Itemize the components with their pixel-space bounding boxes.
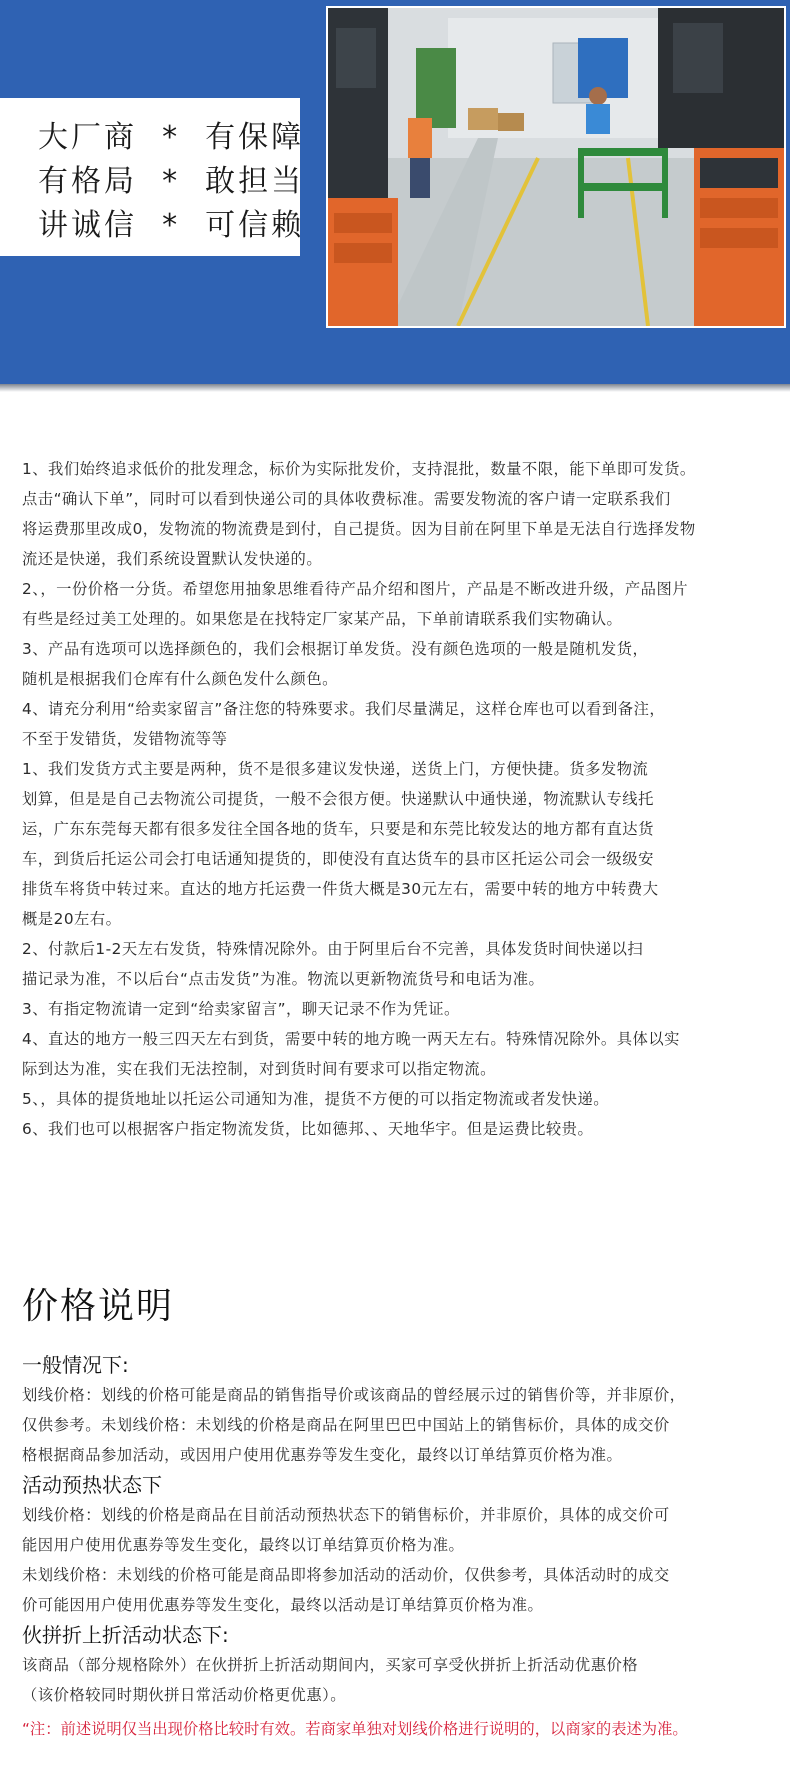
text-line: 1、我们发货方式主要是两种，货不是很多建议发快递，送货上门，方便快捷。货多发物流 [22,760,649,778]
slogan-line-2: 有格局 * 敢担当 [38,164,305,199]
factory-workshop-photo [326,6,786,328]
slogan-line-3: 讲诚信 * 可信赖 [38,208,305,243]
text-line: 价可能因用户使用优惠券等发生变化，最终以活动是订单结算页价格为准。 [22,1596,544,1614]
text-line: 5、，具体的提货地址以托运公司通知为准，提货不方便的可以指定物流或者发快递。 [22,1090,610,1108]
policy-text-block [22,454,782,1144]
price-section-title: 价格说明 [22,1286,175,1327]
price-group-discount-paragraph [22,1650,782,1710]
factory-photo-illustration [328,8,784,326]
text-line: 2、付款后1-2天左右发货，特殊情况除外。由于阿里后台不完善，具体发货时间快递以扫 [22,940,644,958]
text-line: 仅供参考。未划线价格：未划线的价格是商品在阿里巴巴中国站上的销售标价，具体的成交价 [22,1416,670,1434]
price-heading-general: 一般情况下: [22,1353,129,1377]
text-line: 未划线价格：未划线的价格可能是商品即将参加活动的活动价，仅供参考，具体活动时的成交 [22,1566,670,1584]
text-line: 6、我们也可以根据客户指定物流发货，比如德邦、、天地华宇。但是运费比较贵。 [22,1120,594,1138]
text-line: 车，到货后托运公司会打电话通知提货的，即使没有直达货车的县市区托运公司会一级级安 [22,850,654,868]
text-line: 3、产品有选项可以选择颜色的，我们会根据订单发货。没有颜色选项的一般是随机发货， [22,640,649,658]
banner-divider [0,384,790,392]
text-line: 排货车将货中转过来。直达的地方托运费一件货大概是30元左右，需要中转的地方中转费大 [22,880,659,898]
text-line: 3、有指定物流请一定到“给卖家留言”，聊天记录不作为凭证。 [22,1000,460,1018]
text-line: 际到达为准，实在我们无法控制，对到货时间有要求可以指定物流。 [22,1060,496,1078]
text-line: 4、直达的地方一般三四天左右到货，需要中转的地方晚一两天左右。特殊情况除外。具体以实 [22,1030,680,1048]
text-line: 划线价格：划线的价格可能是商品的销售指导价或该商品的曾经展示过的销售价等，并非原价， [22,1386,686,1404]
worker-shape [586,104,610,134]
text-line: 随机是根据我们仓库有什么颜色发什么颜色。 [22,670,338,688]
text-line: （该价格较同时期伙拼日常活动价格更优惠）。 [22,1686,347,1704]
text-line: 划线价格：划线的价格是商品在目前活动预热状态下的销售标价，并非原价，具体的成交价可 [22,1506,670,1524]
text-line: 1、我们始终追求低价的批发理念，标价为实际批发价，支持混批，数量不限，能下单即可发货。 [22,460,696,478]
text-line: 不至于发错货，发错物流等等 [22,730,228,748]
text-line: 将运费那里改成0，发物流的物流费是到付，自己提货。因为目前在阿里下单是无法自行选择发物 [22,520,696,538]
top-banner [0,0,790,392]
text-line: 能因用户使用优惠券等发生变化，最终以订单结算页价格为准。 [22,1536,465,1554]
price-section-body [22,1350,782,1744]
price-disclaimer-note: “注：前述说明仅当出现价格比较时有效。若商家单独对划线价格进行说明的，以商家的表述为准。 [22,1720,688,1738]
worker-shape [408,118,432,158]
text-line: 概是20左右。 [22,910,122,928]
shelf-shape [416,48,456,128]
text-line: 有些是经过美工处理的。如果您是在找特定厂家某产品，下单前请联系我们实物确认。 [22,610,623,628]
text-line: 流还是快递，我们系统设置默认发快递的。 [22,550,323,568]
text-line: 4、请充分利用“给卖家留言”备注您的特殊要求。我们尽量满足，这样仓库也可以看到备注， [22,700,666,718]
cart-shape [578,148,668,156]
price-preheat-paragraph [22,1500,782,1620]
text-line: 2、，一份价格一分货。希望您用抽象思维看待产品介绍和图片，产品是不断改进升级，产品图片 [22,580,689,598]
text-line: 运，广东东莞每天都有很多发往全国各地的货车，只要是和东莞比较发达的地方都有直达货 [22,820,654,838]
text-line: 点击“确认下单”，同时可以看到快递公司的具体收费标准。需要发物流的客户请一定联系我们 [22,490,671,508]
text-line: 划算，但是是自己去物流公司提货，一般不会很方便。快递默认中通快递，物流默认专线托 [22,790,654,808]
price-general-paragraph [22,1380,782,1470]
slogan-line-1: 大厂商 * 有保障 [38,120,305,155]
text-line: 格根据商品参加活动，或因用户使用优惠券等发生变化，最终以订单结算页价格为准。 [22,1446,623,1464]
price-heading-group-discount: 伙拼折上折活动状态下: [22,1623,229,1647]
slogan-panel [0,98,305,256]
text-line: 该商品（部分规格除外）在伙拼折上折活动期间内，买家可享受伙拼折上折活动优惠价格 [22,1656,639,1674]
text-line: 描记录为准，不以后台“点击发货”为准。物流以更新物流货号和电话为准。 [22,970,545,988]
price-heading-preheat: 活动预热状态下 [22,1473,162,1497]
